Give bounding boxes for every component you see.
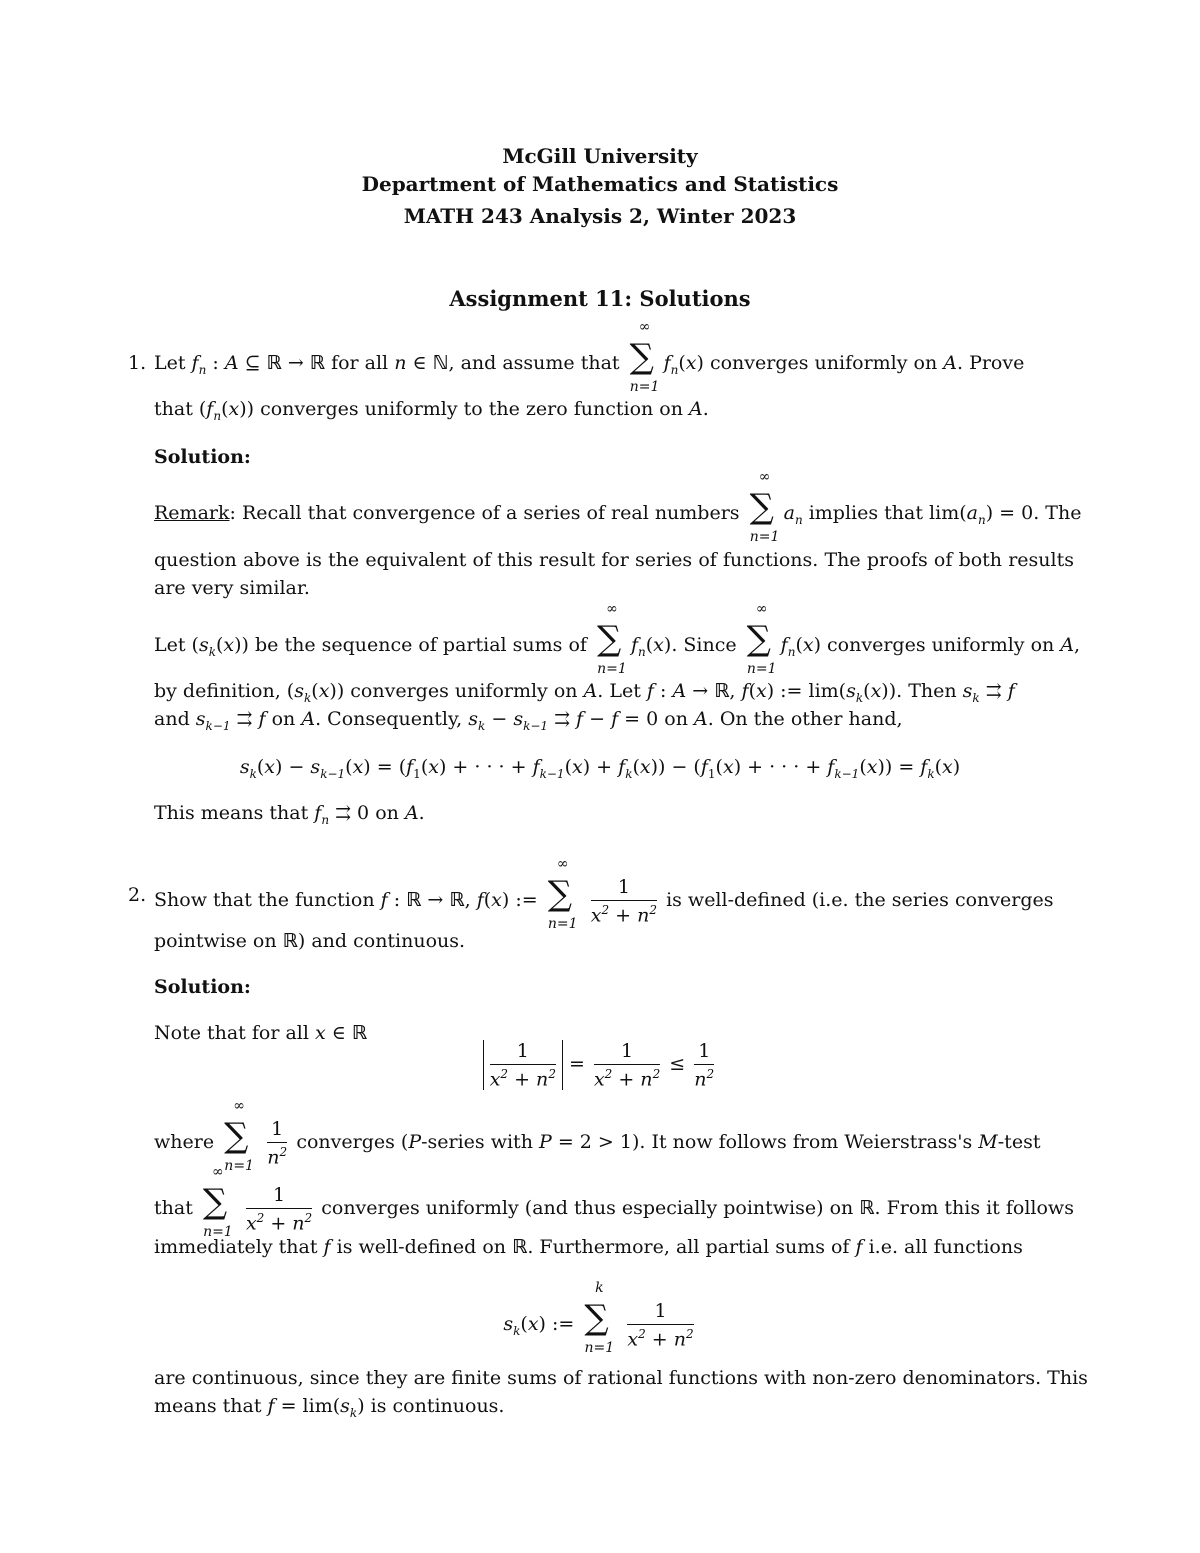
q2-inequality: $\frac{1}{x^2 + n^2}$ = $\frac{1}{x^2 + n^2}$ ≤ $\frac{1}{n^2}$ bbox=[0, 1040, 1200, 1090]
q2-final-line2: means that $f = \lim(s_k)$ is continuous. bbox=[154, 1395, 505, 1420]
sum-symbol: ∞ ∑ n=1 bbox=[202, 1164, 233, 1241]
q1-proof-line1: Let $(s_k(x))$ be the sequence of partial sums of ∞ ∑ n=1 $f_n(x)$. Since ∞ ∑ n=1 $f_n(x)$ converges uniformly on A, bbox=[154, 601, 1081, 677]
assignment-title: Assignment 11: Solutions bbox=[449, 286, 751, 311]
fraction: $\frac{1}{x^2 + n^2}$ bbox=[590, 876, 658, 927]
q2-immediately-line: immediately that f is well-defined on ℝ. Furthermore, all partial sums of f i.e. all functions bbox=[154, 1236, 1023, 1258]
q2-partial-sum-definition: $s_k(x)$ := k ∑ n=1 $\frac{1}{x^2 + n^2}$ bbox=[503, 1280, 694, 1357]
q1-number: 1. bbox=[128, 352, 147, 374]
university-name: McGill University bbox=[502, 144, 698, 168]
q2-statement-line2: pointwise on ℝ) and continuous. bbox=[154, 930, 466, 952]
q1-proof-line3: and $s_{k-1}$ ⇉ f on A. Consequently, $s_k - s_{k-1}$ ⇉ f − f = 0 on A. On the other hand, bbox=[154, 708, 903, 733]
q1-proof-line2: by definition, $(s_k(x))$ converges uniformly on A. Let f : A → ℝ, f(x) := $\lim(s_k(x))$. Then $s_k$ ⇉ f bbox=[154, 680, 1015, 705]
sum-symbol: ∞ ∑ n=1 bbox=[224, 1098, 254, 1175]
sum-symbol: ∞ ∑ n=1 bbox=[547, 856, 578, 933]
q1-remark-line1: Remark: Recall that convergence of a series of real numbers ∞ ∑ n=1 $a_n$ implies that $\lim(a_n) = 0$. The bbox=[154, 469, 1082, 545]
q2-solution-label: Solution: bbox=[154, 976, 251, 998]
sum-symbol: ∞ ∑ n=1 bbox=[596, 601, 627, 677]
course-title: MATH 243 Analysis 2, Winter 2023 bbox=[403, 204, 797, 228]
q2-where-line: where ∞ ∑ n=1 $\frac{1}{n^2}$ converges (P-series with P = 2 > 1). It now follows from Weierstrass's M-test bbox=[154, 1098, 1041, 1175]
q2-that-line: that ∞ ∑ n=1 $\frac{1}{x^2 + n^2}$ converges uniformly (and thus especially pointwise) on ℝ. From this it follows bbox=[154, 1164, 1074, 1241]
department-name: Department of Mathematics and Statistics bbox=[361, 172, 839, 196]
q1-statement-line2: that $(f_n(x))$ converges uniformly to the zero function on A. bbox=[154, 398, 709, 423]
sum-symbol: ∞ ∑ n=1 bbox=[746, 601, 777, 677]
q1-conclusion: This means that $f_n$ ⇉ 0 on A. bbox=[154, 802, 425, 827]
q2-final-line1: are continuous, since they are finite sums of rational functions with non-zero denominators. This bbox=[154, 1367, 1088, 1389]
sum-symbol: ∞ ∑ n=1 bbox=[629, 319, 660, 395]
q2-statement-line1: Show that the function f : ℝ → ℝ, f(x) := ∞ ∑ n=1 $\frac{1}{x^2 + n^2}$ is well-defined (i.e. the series converges bbox=[154, 856, 1054, 933]
sum-symbol: ∞ ∑ n=1 bbox=[749, 469, 780, 545]
q2-note: Note that for all x ∈ ℝ bbox=[154, 1022, 368, 1044]
q1-display-equation: $s_k(x) - s_{k-1}(x) = (f_1(x)$ + · · · + $f_{k-1}(x) + f_k(x)) - (f_1(x)$ + · · · + $f_{k-1}(x)) = f_k(x)$ bbox=[239, 756, 961, 781]
sum-symbol: k ∑ n=1 bbox=[584, 1280, 615, 1357]
q1-statement-line1: Let $f_n$ : A ⊆ ℝ → ℝ for all n ∈ ℕ, and assume that ∞ ∑ n=1 $f_n(x)$ converges uniformly on A. Prove bbox=[154, 319, 1025, 395]
q2-number: 2. bbox=[128, 884, 147, 906]
q1-remark-line2: question above is the equivalent of this result for series of functions. The proofs of both results are very similar. bbox=[154, 549, 1074, 599]
q1-solution-label: Solution: bbox=[154, 446, 251, 468]
